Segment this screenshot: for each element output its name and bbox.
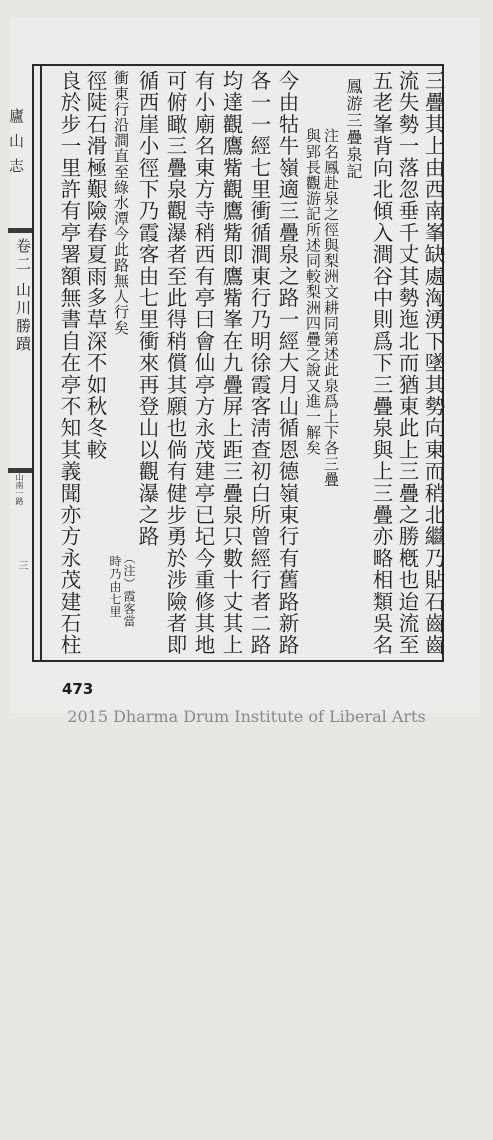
spine-margin	[6, 88, 38, 648]
note-column: 時乃由七里	[108, 555, 122, 618]
text-column: 五老峯背向北傾入澗谷中則爲下三疊泉與上三疊亦略相類吳名	[369, 70, 393, 656]
note-column: 衝東行沿澗直至綠水潭今此路無人行矣	[112, 70, 130, 336]
spine-mark: 廬山志	[7, 108, 25, 183]
watermark: 2015 Dharma Drum Institute of Liberal Arts	[67, 707, 426, 726]
text-column: 有小廟名東方寺稍西有亭曰會仙亭方永茂建亭已圮今重修其地	[191, 70, 215, 656]
text-column: 各一一經七里衝循澗東行乃明徐霞客淸查初白所曾經行者二路	[247, 70, 271, 656]
text-column: 三疊其上由西南峯缺處洶湧下墜其勢向東而稍北繼乃貼石齒齒	[421, 70, 445, 656]
note-column: 與郢長觀游記所述同較梨洲四疊之說又進一解矣	[304, 128, 322, 456]
spine-folio: 三	[16, 560, 27, 570]
inline-note: （注）霞客當	[122, 552, 136, 628]
text-column: 均達觀鷹觜觀鷹觜即鷹觜峯在九疊屏上距三疊泉只數十丈其上	[219, 70, 243, 656]
inner-rule	[40, 64, 42, 662]
text-column: 流失勢一落忽垂千丈其勢迤北而猶東此上三疊之勝槪也迨流至	[395, 70, 419, 656]
spine-band-top	[8, 228, 32, 233]
text-column: 良於步一里許有亭署額無書自在亭不知其義聞亦方永茂建石柱	[57, 70, 81, 656]
spine-subtitle: 山南一路	[15, 473, 24, 505]
text-column: 可俯瞰三疊泉觀瀑者至此得稍償其願也倘有健步勇於涉險者即	[163, 70, 187, 656]
text-column: 今由牯牛嶺適三疊泉之路一經大月山循恩德嶺東行有舊路新路	[275, 70, 299, 656]
section-title: 鳳游三疊泉記	[344, 78, 363, 180]
text-column: 循西崖小徑下乃霞客由七里衝來再登山以觀瀑之路	[135, 70, 159, 548]
text-column: 徑陡石滑極艱險春夏雨多草深不如秋冬較	[83, 70, 107, 461]
note-column: 注名鳳赴泉之徑與梨洲文耕同第述此泉爲上下各三疊	[322, 128, 340, 487]
spine-title: 卷二 山川勝蹟	[14, 238, 32, 354]
page-number: 473	[62, 680, 94, 698]
